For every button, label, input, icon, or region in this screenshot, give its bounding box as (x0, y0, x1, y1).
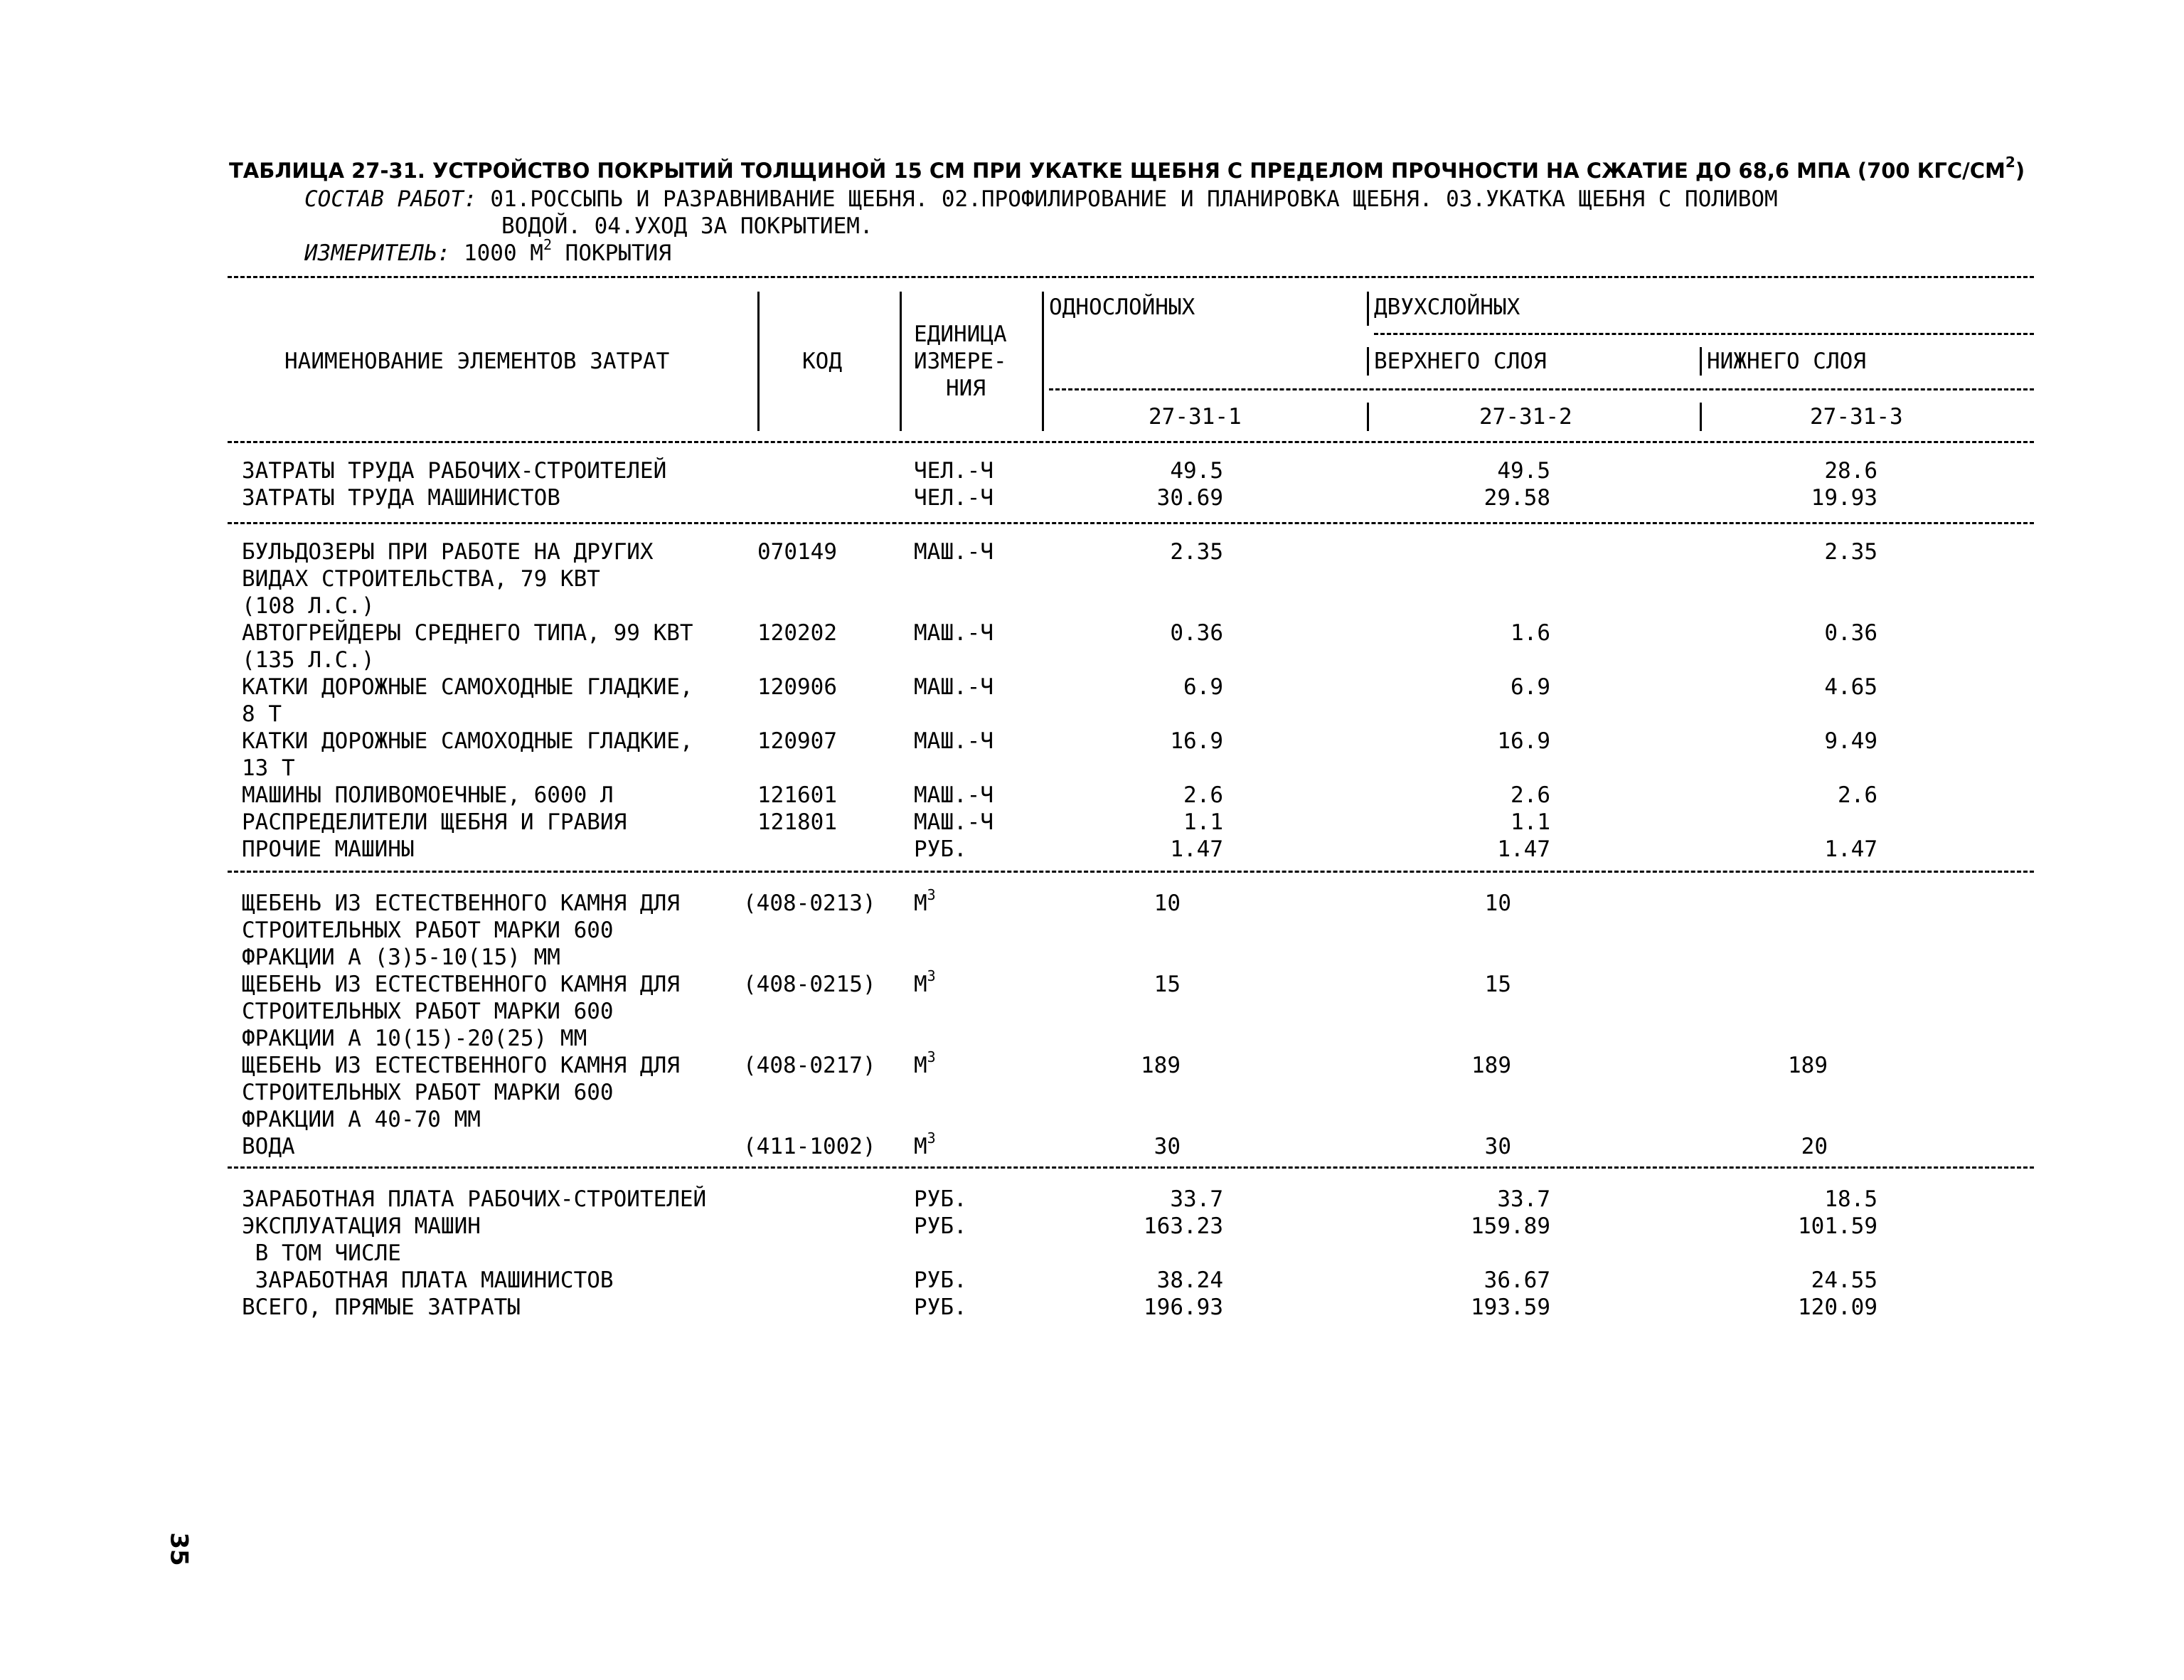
table-row-unit: ЧЕЛ.-Ч (914, 458, 994, 484)
table-row-v1: 33.7 (1170, 1186, 1223, 1212)
table-row-name: ПРОЧИЕ МАШИНЫ (242, 836, 415, 862)
header-unit-2: ИЗМЕРЕ- (914, 349, 1007, 374)
table-row-v3: 28.6 (1824, 458, 1877, 484)
table-row-v1: 30.69 (1156, 485, 1223, 511)
table-row-v3: 1.47 (1824, 836, 1877, 862)
table-row-v1: 16.9 (1170, 728, 1223, 754)
table-row-v1: 1.47 (1170, 836, 1223, 862)
table-row-v1: 30 (1154, 1134, 1181, 1159)
header-divider (757, 292, 760, 431)
composition-label: СОСТАВ РАБОТ: (304, 186, 477, 212)
table-row-v1: 15 (1154, 972, 1181, 997)
table-row-v3: 0.36 (1824, 620, 1877, 646)
table-row-v3: 9.49 (1824, 728, 1877, 754)
table-row-v3: 101.59 (1798, 1213, 1877, 1239)
table-row-name: РАСПРЕДЕЛИТЕЛИ ЩЕБНЯ И ГРАВИЯ (242, 809, 627, 835)
table-row-unit: МАШ.-Ч (914, 674, 994, 700)
table-row-v2: 6.9 (1511, 674, 1550, 700)
table-row-v3: 120.09 (1798, 1294, 1877, 1320)
table-row-unit: МАШ.-Ч (914, 728, 994, 754)
table-row-name: ЗАРАБОТНАЯ ПЛАТА РАБОЧИХ-СТРОИТЕЛЕЙ (242, 1186, 707, 1212)
table-row-name: КАТКИ ДОРОЖНЫЕ САМОХОДНЫЕ ГЛАДКИЕ, (242, 728, 693, 754)
header-divider (1367, 347, 1369, 376)
table-row-name: ФРАКЦИИ А 40-70 ММ (242, 1107, 481, 1132)
table-row-unit: МАШ.-Ч (914, 539, 994, 565)
header-unit-3: НИЯ (946, 376, 986, 401)
table-row-unit: МАШ.-Ч (914, 620, 994, 646)
table-row-v2: 1.6 (1511, 620, 1550, 646)
table-row-name: ЩЕБЕНЬ ИЗ ЕСТЕСТВЕННОГО КАМНЯ ДЛЯ (242, 890, 680, 916)
rule-labor-bottom (228, 522, 2034, 524)
table-row-v1: 10 (1154, 890, 1181, 916)
header-divider (1367, 403, 1369, 431)
header-divider (1042, 292, 1044, 431)
table-row-code: 121601 (757, 782, 837, 808)
table-row-v2: 159.89 (1471, 1213, 1550, 1239)
table-row-v2: 29.58 (1483, 485, 1550, 511)
table-row-unit: РУБ. (914, 1186, 967, 1212)
table-row-v3: 2.35 (1824, 539, 1877, 565)
table-row-v1: 2.6 (1183, 782, 1223, 808)
table-row-v1: 163.23 (1144, 1213, 1223, 1239)
table-row-unit: РУБ. (914, 836, 967, 862)
table-row-name: АВТОГРЕЙДЕРЫ СРЕДНЕГО ТИПА, 99 КВТ (242, 620, 693, 646)
table-row-name: ЗАТРАТЫ ТРУДА МАШИНИСТОВ (242, 485, 560, 511)
header-col1: 27-31-1 (1149, 404, 1242, 430)
table-row-v2: 16.9 (1497, 728, 1550, 754)
table-row-v2: 30 (1484, 1134, 1511, 1159)
table-row-unit: РУБ. (914, 1294, 967, 1320)
header-divider (900, 292, 902, 431)
rule-header-lower (1049, 388, 2034, 390)
table-row-code: 120202 (757, 620, 837, 646)
table-row-name: СТРОИТЕЛЬНЫХ РАБОТ МАРКИ 600 (242, 918, 614, 943)
table-row-name: ВСЕГО, ПРЯМЫЕ ЗАТРАТЫ (242, 1294, 521, 1320)
table-row-name: ЗАРАБОТНАЯ ПЛАТА МАШИНИСТОВ (242, 1267, 614, 1293)
header-single: ОДНОСЛОЙНЫХ (1049, 294, 1195, 320)
table-row-unit: $М^3$ (914, 1048, 936, 1078)
header-col2: 27-31-2 (1479, 404, 1572, 430)
composition-line-1: СОСТАВ РАБОТ: 01.РОССЫПЬ И РАЗРАВНИВАНИЕ ЩЕБНЯ. 02.ПРОФИЛИРОВАНИЕ И ПЛАНИРОВКА ЩЕБНЯ. 03.УКАТКА ЩЕБНЯ С ПОЛИВОМ (304, 186, 1778, 212)
table-row-unit: РУБ. (914, 1267, 967, 1293)
table-row-code: (408-0215) (743, 972, 876, 997)
table-row-unit: ЧЕЛ.-Ч (914, 485, 994, 511)
table-row-name: ВИДАХ СТРОИТЕЛЬСТВА, 79 КВТ (242, 566, 600, 592)
table-row-name: СТРОИТЕЛЬНЫХ РАБОТ МАРКИ 600 (242, 1080, 614, 1105)
table-row-v2: 193.59 (1471, 1294, 1550, 1320)
table-row-v3: 18.5 (1824, 1186, 1877, 1212)
header-upper: ВЕРХНЕГО СЛОЯ (1374, 349, 1547, 374)
header-double: ДВУХСЛОЙНЫХ (1374, 294, 1520, 320)
table-row-v1: 38.24 (1156, 1267, 1223, 1293)
table-row-v3: 4.65 (1824, 674, 1877, 700)
table-row-v2: 36.67 (1483, 1267, 1550, 1293)
table-title: ТАБЛИЦА 27-31. УСТРОЙСТВО ПОКРЫТИЙ ТОЛЩИНОЙ 15 СМ ПРИ УКАТКЕ ЩЕБНЯ С ПРЕДЕЛОМ ПРОЧНОСТИ НА СЖАТИЕ ДО 68,6 МПА (700 КГС/$СМ^2$) (229, 154, 2025, 183)
table-row-v1: 1.1 (1183, 809, 1223, 835)
composition-line-2: ВОДОЙ. 04.УХОД ЗА ПОКРЫТИЕМ. (501, 213, 873, 239)
table-row-v1: 189 (1141, 1053, 1181, 1078)
table-row-v2: 2.6 (1511, 782, 1550, 808)
table-row-name: ЩЕБЕНЬ ИЗ ЕСТЕСТВЕННОГО КАМНЯ ДЛЯ (242, 1053, 680, 1078)
table-row-name: 13 Т (242, 755, 295, 781)
header-divider (1700, 403, 1702, 431)
table-row-v2: 49.5 (1497, 458, 1550, 484)
table-row-name: (108 Л.С.) (242, 593, 375, 619)
header-divider (1367, 292, 1369, 326)
table-row-unit: $М^3$ (914, 886, 936, 916)
table-row-name: ФРАКЦИИ А 10(15)-20(25) ММ (242, 1026, 587, 1051)
table-row-unit: МАШ.-Ч (914, 782, 994, 808)
table-row-v1: 49.5 (1170, 458, 1223, 484)
meter-label: ИЗМЕРИТЕЛЬ: (304, 240, 451, 266)
meter-line: ИЗМЕРИТЕЛЬ: 1000 $М^2$ ПОКРЫТИЯ (304, 236, 671, 266)
header-unit-1: ЕДИНИЦА (914, 321, 1007, 347)
header-col3: 27-31-3 (1810, 404, 1903, 430)
table-row-v3: 20 (1801, 1134, 1828, 1159)
table-row-v2: 33.7 (1497, 1186, 1550, 1212)
table-row-name: ФРАКЦИИ А (3)5-10(15) ММ (242, 945, 560, 970)
table-row-code: 120906 (757, 674, 837, 700)
table-row-v1: 0.36 (1170, 620, 1223, 646)
table-row-code: 070149 (757, 539, 837, 565)
rule-top (228, 276, 2034, 278)
header-divider (1700, 347, 1702, 376)
rule-header-upper (1374, 333, 2034, 335)
table-row-v2: 10 (1484, 890, 1511, 916)
header-lower: НИЖНЕГО СЛОЯ (1707, 349, 1866, 374)
header-code: КОД (802, 349, 842, 374)
table-row-name: КАТКИ ДОРОЖНЫЕ САМОХОДНЫЕ ГЛАДКИЕ, (242, 674, 693, 700)
table-row-v2: 15 (1484, 972, 1511, 997)
table-row-v3: 2.6 (1838, 782, 1877, 808)
table-row-code: 121801 (757, 809, 837, 835)
page-number: 35 (164, 1532, 193, 1566)
table-row-v3: 24.55 (1811, 1267, 1877, 1293)
table-row-name: ЗАТРАТЫ ТРУДА РАБОЧИХ-СТРОИТЕЛЕЙ (242, 458, 667, 484)
table-row-name: ЩЕБЕНЬ ИЗ ЕСТЕСТВЕННОГО КАМНЯ ДЛЯ (242, 972, 680, 997)
table-row-name: БУЛЬДОЗЕРЫ ПРИ РАБОТЕ НА ДРУГИХ (242, 539, 654, 565)
table-row-unit: МАШ.-Ч (914, 809, 994, 835)
table-row-v2: 1.1 (1511, 809, 1550, 835)
header-name: НАИМЕНОВАНИЕ ЭЛЕМЕНТОВ ЗАТРАТ (284, 349, 670, 374)
table-row-code: (411-1002) (743, 1134, 876, 1159)
table-row-name: СТРОИТЕЛЬНЫХ РАБОТ МАРКИ 600 (242, 999, 614, 1024)
table-row-v1: 196.93 (1144, 1294, 1223, 1320)
rule-header-bottom (228, 441, 2034, 443)
rule-machines-bottom (228, 871, 2034, 873)
table-row-name: МАШИНЫ ПОЛИВОМОЕЧНЫЕ, 6000 Л (242, 782, 614, 808)
table-row-v1: 2.35 (1170, 539, 1223, 565)
table-row-unit: $М^3$ (914, 967, 936, 997)
table-row-name: В ТОМ ЧИСЛЕ (242, 1240, 401, 1266)
table-row-name: ВОДА (242, 1134, 295, 1159)
table-row-code: (408-0217) (743, 1053, 876, 1078)
table-row-v3: 19.93 (1811, 485, 1877, 511)
table-row-v1: 6.9 (1183, 674, 1223, 700)
table-row-name: 8 Т (242, 701, 282, 727)
rule-materials-bottom (228, 1166, 2034, 1169)
table-row-unit: $М^3$ (914, 1129, 936, 1159)
table-row-unit: РУБ. (914, 1213, 967, 1239)
table-row-v2: 1.47 (1497, 836, 1550, 862)
table-row-code: 120907 (757, 728, 837, 754)
table-row-v3: 189 (1788, 1053, 1828, 1078)
table-row-name: ЭКСПЛУАТАЦИЯ МАШИН (242, 1213, 481, 1239)
table-row-name: (135 Л.С.) (242, 647, 375, 673)
table-row-v2: 189 (1471, 1053, 1511, 1078)
table-row-code: (408-0213) (743, 890, 876, 916)
